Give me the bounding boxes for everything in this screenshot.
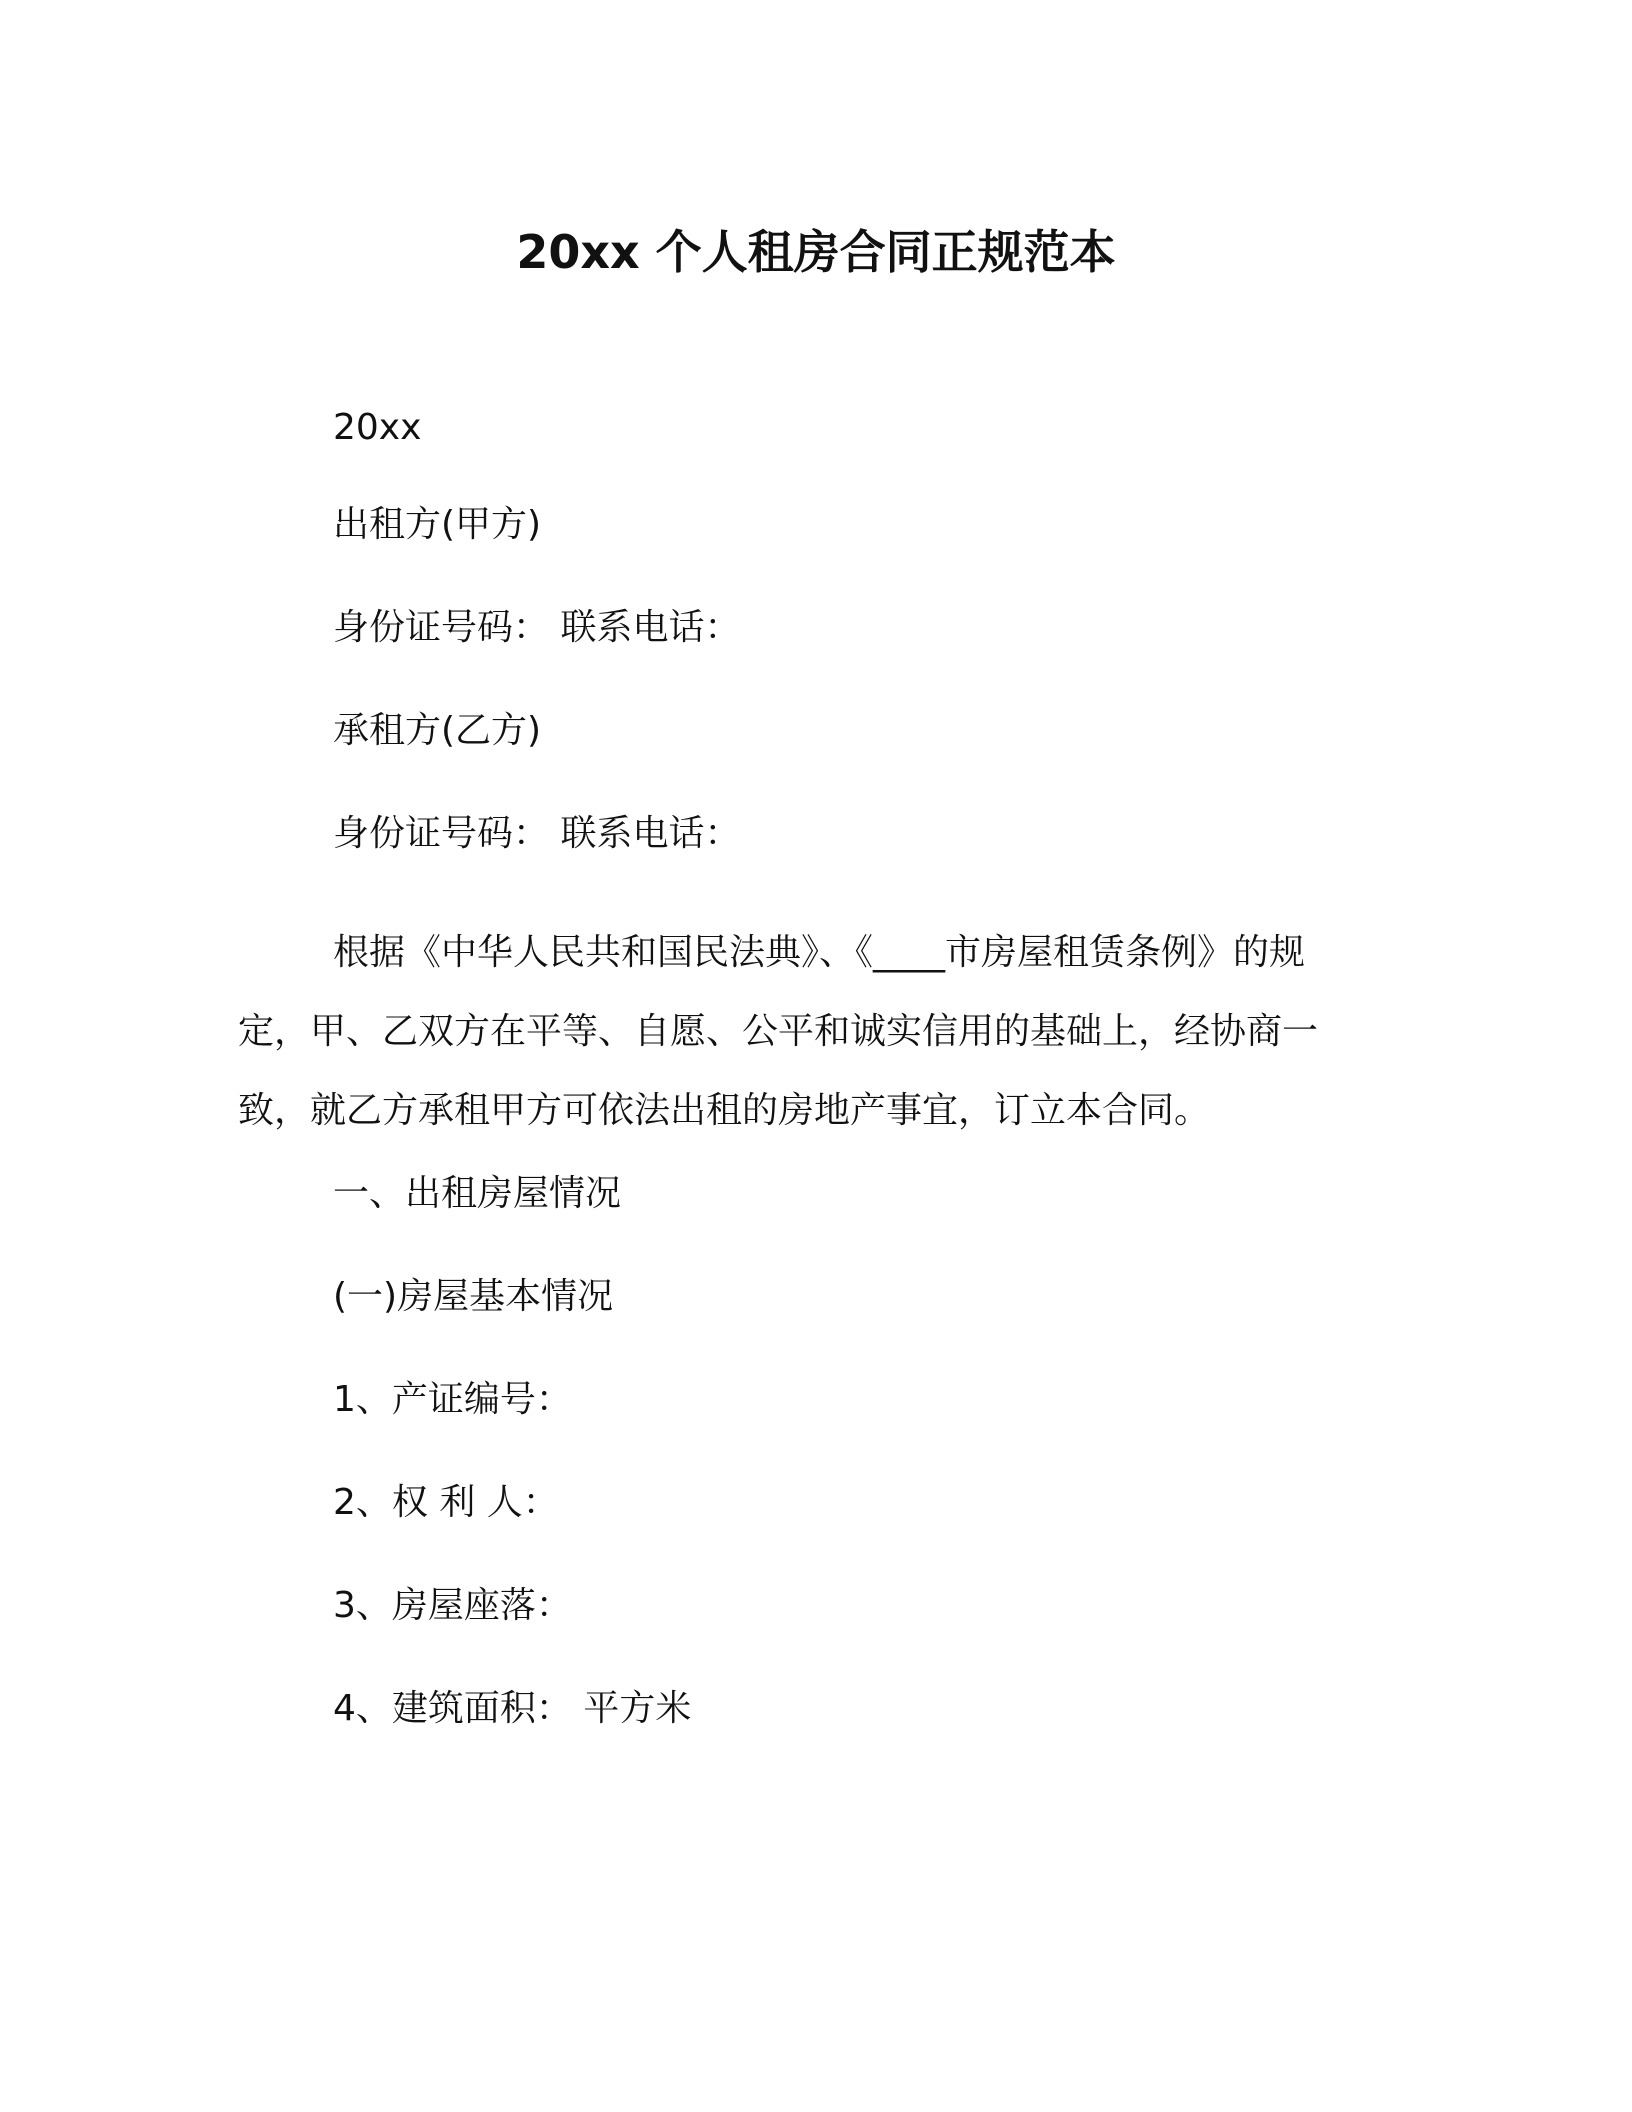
- item-property-location: 3、房屋座落：: [333, 1585, 572, 1626]
- item-rights-holder: 2、权 利 人：: [333, 1482, 559, 1523]
- lessor-id-phone-line: 身份证号码： 联系电话：: [333, 607, 741, 648]
- intro-paragraph-line: 定，甲、乙双方在平等、自愿、公平和诚实信用的基础上，经协商一: [238, 1011, 1319, 1052]
- item-property-cert-number: 1、产证编号：: [333, 1379, 572, 1420]
- lessee-label: 承租方(乙方): [333, 710, 542, 751]
- intro-paragraph: [238, 913, 1388, 1150]
- intro-paragraph-line: 根据《中华人民共和国民法典》、《____市房屋租赁条例》的规: [333, 932, 1306, 973]
- intro-paragraph-line: 致，就乙方承租甲方可依法出租的房地产事宜，订立本合同。: [238, 1090, 1211, 1131]
- item-building-area: 4、建筑面积： 平方米: [333, 1688, 692, 1729]
- subsection-heading: (一)房屋基本情况: [333, 1276, 614, 1317]
- section-heading: 一、出租房屋情况: [333, 1173, 622, 1214]
- year-line: 20xx: [333, 407, 422, 448]
- lessor-label: 出租方(甲方): [333, 504, 542, 545]
- document-title: 20xx 个人租房合同正规范本: [516, 225, 1116, 279]
- lessee-id-phone-line: 身份证号码： 联系电话：: [333, 813, 741, 854]
